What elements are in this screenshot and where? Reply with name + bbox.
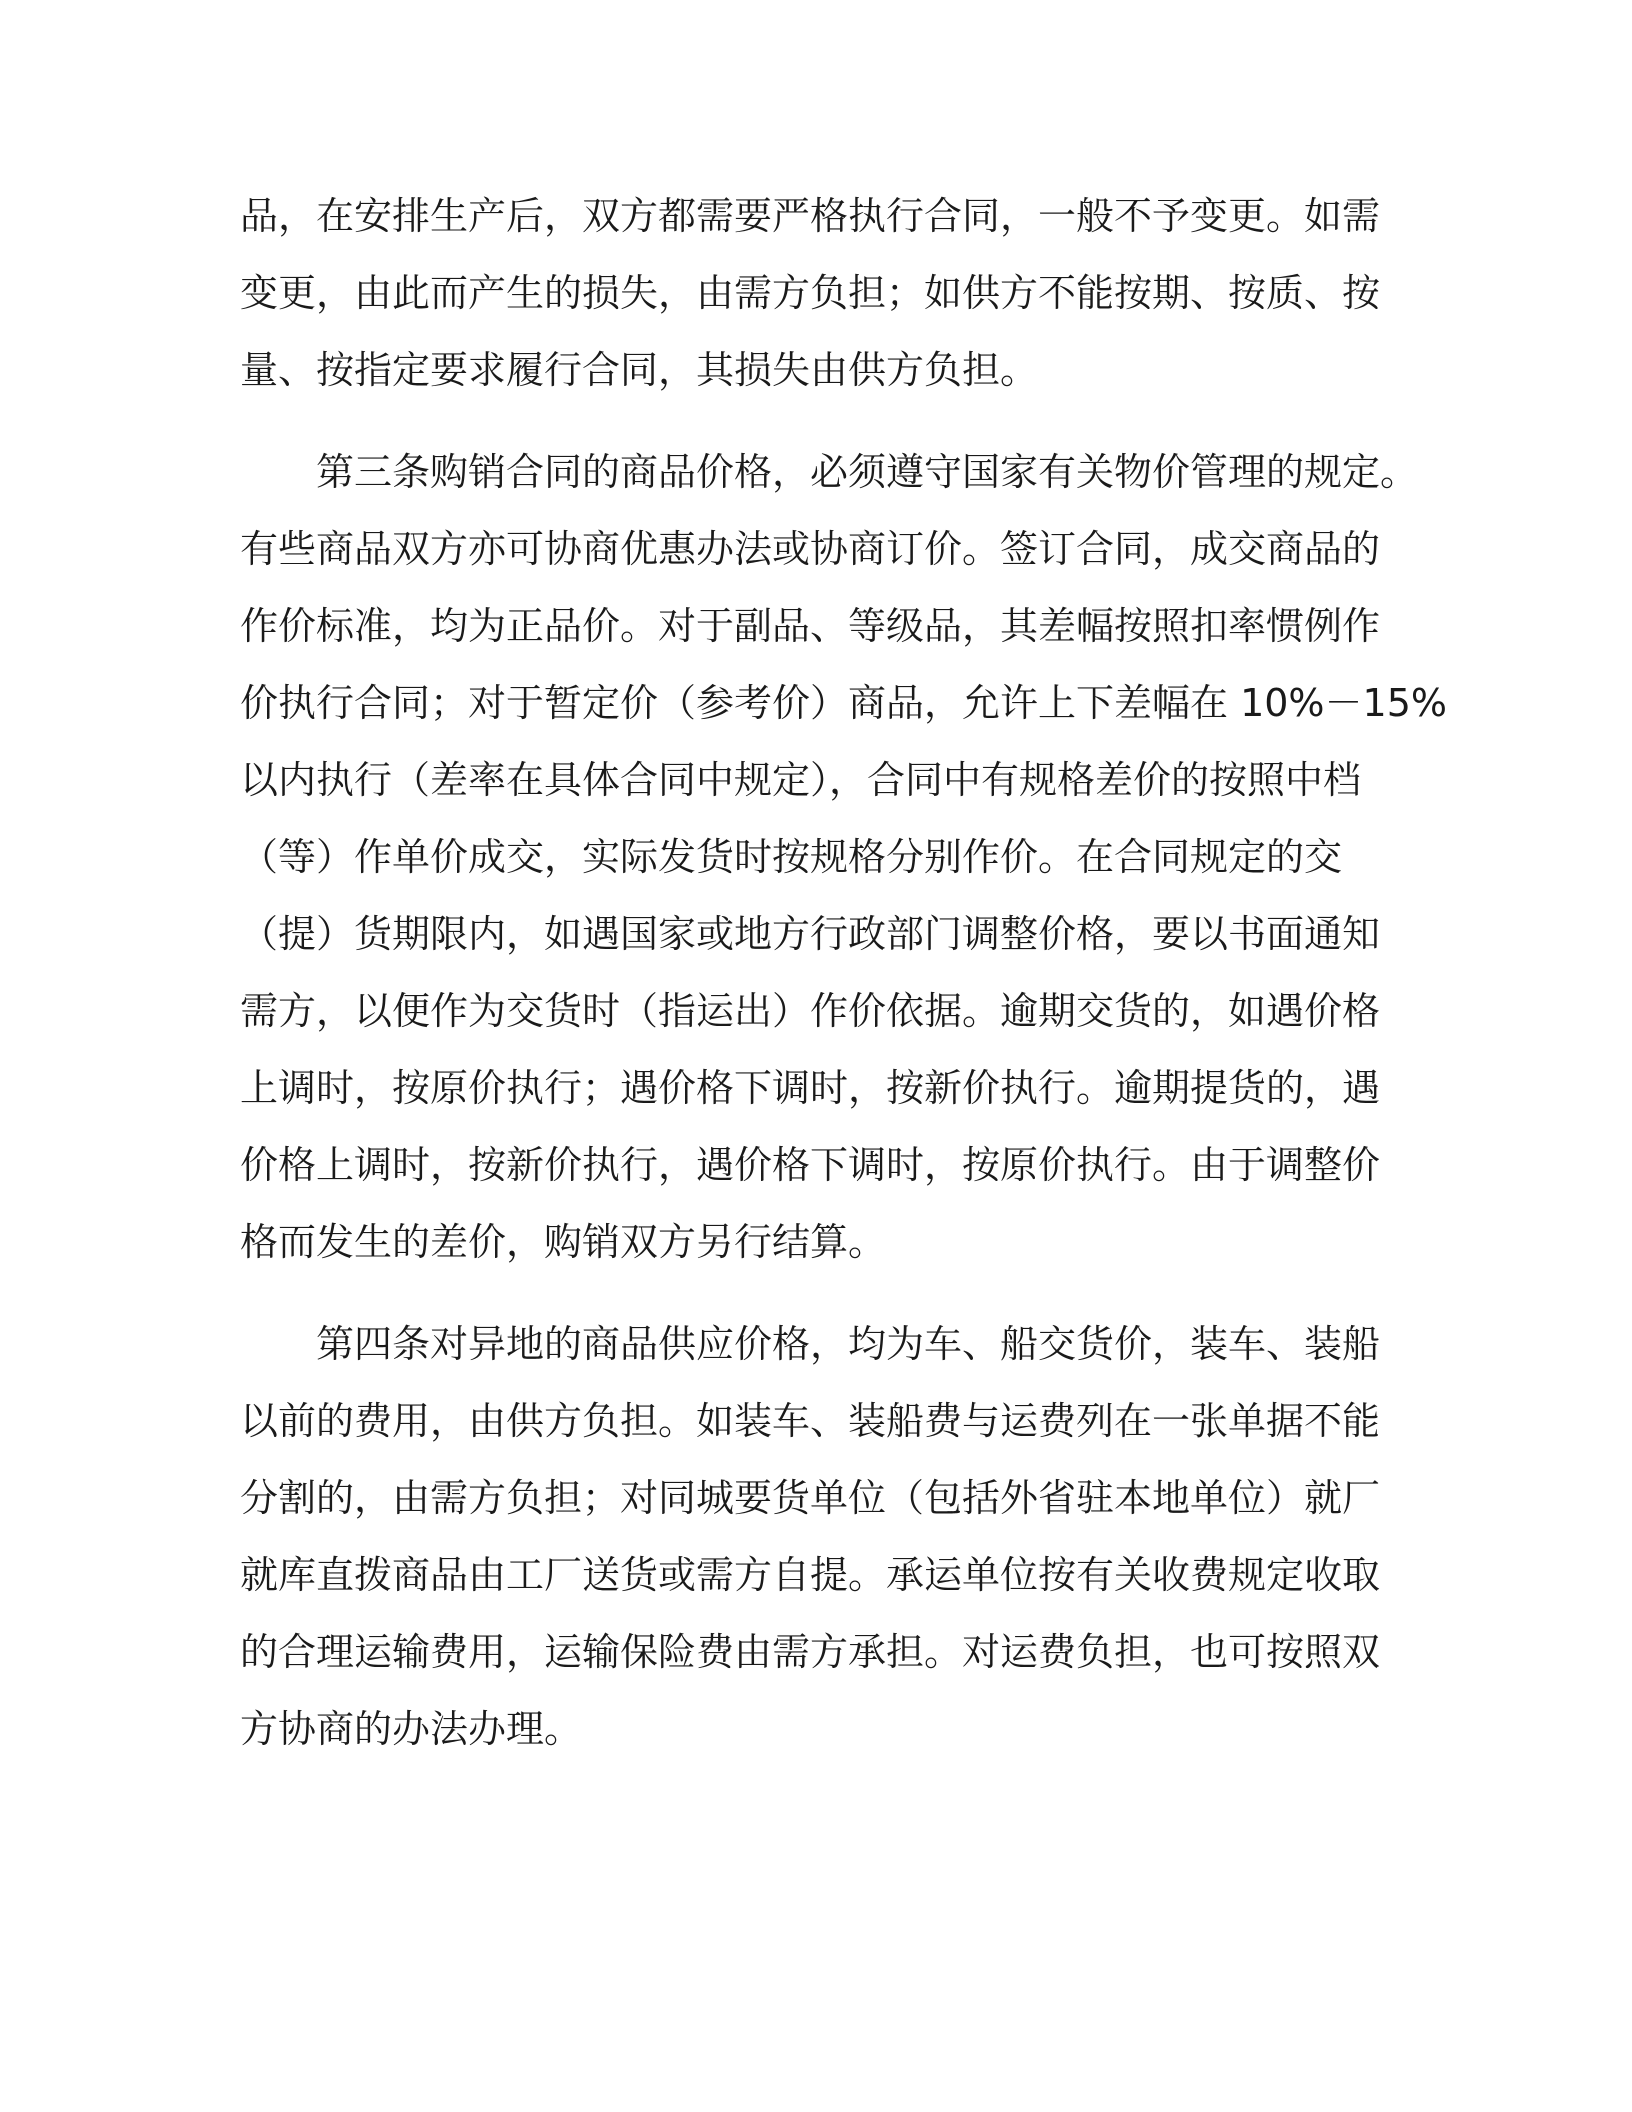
paragraph-line: 以内执行（差率在具体合同中规定），合同中有规格差价的按照中档 [240,758,1362,802]
paragraph-line: （提）货期限内，如遇国家或地方行政部门调整价格，要以书面通知 [240,912,1381,956]
paragraph-line: 第三条购销合同的商品价格，必须遵守国家有关物价管理的规定。 [316,450,1419,494]
paragraph-line: 价格上调时，按新价执行，遇价格下调时，按原价执行。由于调整价 [240,1143,1381,1187]
paragraph-line: 作价标准，均为正品价。对于副品、等级品，其差幅按照扣率惯例作 [240,604,1381,648]
paragraph-line: 的合理运输费用，运输保险费由需方承担。对运费负担，也可按照双 [240,1630,1381,1674]
paragraph-article-4 [240,1306,1400,1768]
paragraph-1 [240,178,1400,409]
paragraph-line: 有些商品双方亦可协商优惠办法或协商订价。签订合同，成交商品的 [240,527,1381,571]
paragraph-line: 需方，以便作为交货时（指运出）作价依据。逾期交货的，如遇价格 [240,989,1381,1033]
paragraph-line: 上调时，按原价执行；遇价格下调时，按新价执行。逾期提货的，遇 [240,1066,1381,1110]
paragraph-line: （等）作单价成交，实际发货时按规格分别作价。在合同规定的交 [240,835,1343,879]
paragraph-line: 价执行合同；对于暂定价（参考价）商品，允许上下差幅在 10%－15% [240,681,1448,725]
paragraph-line: 品，在安排生产后，双方都需要严格执行合同，一般不予变更。如需 [240,194,1381,238]
paragraph-line: 以前的费用，由供方负担。如装车、装船费与运费列在一张单据不能 [240,1399,1381,1443]
paragraph-line: 就库直拨商品由工厂送货或需方自提。承运单位按有关收费规定收取 [240,1553,1381,1597]
paragraph-line: 变更，由此而产生的损失，由需方负担；如供方不能按期、按质、按 [240,271,1381,315]
paragraph-line: 方协商的办法办理。 [240,1707,583,1751]
paragraph-line: 第四条对异地的商品供应价格，均为车、船交货价，装车、装船 [316,1322,1381,1366]
paragraph-line: 分割的，由需方负担；对同城要货单位（包括外省驻本地单位）就厂 [240,1476,1381,1520]
paragraph-line: 格而发生的差价，购销双方另行结算。 [240,1220,887,1264]
paragraph-line: 量、按指定要求履行合同，其损失由供方负担。 [240,348,1039,392]
paragraph-article-3 [240,434,1448,1281]
